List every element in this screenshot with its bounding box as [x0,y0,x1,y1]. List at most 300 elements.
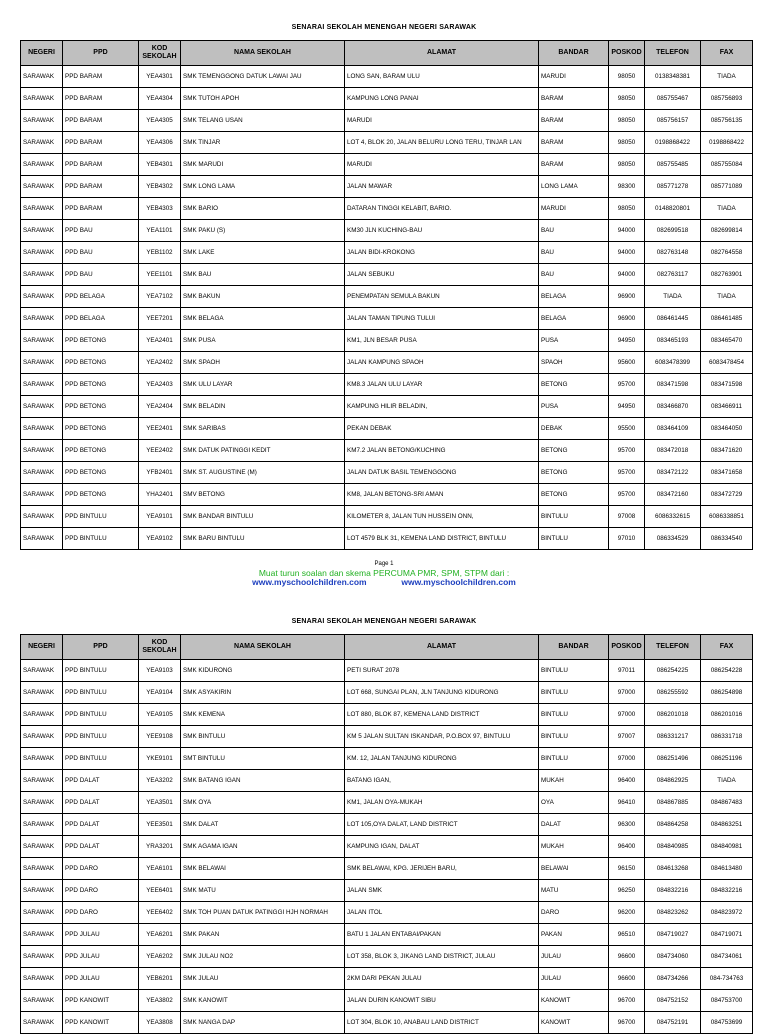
cell-poskod: 95600 [609,352,645,374]
table-row [21,110,753,132]
cell-nama-sekolah: SMK JULAU NO2 [181,946,345,968]
header-kod-sekolah: KOD SEKOLAH [139,41,181,66]
table-row [21,726,753,748]
cell-fax: 084863251 [701,814,753,836]
header-negeri: NEGERI [21,635,63,660]
cell-fax: TIADA [701,770,753,792]
cell-alamat: LOT 4, BLOK 20, JALAN BELURU LONG TERU, TINJAR LAN [345,132,539,154]
cell-negeri: SARAWAK [21,836,63,858]
cell-negeri: SARAWAK [21,110,63,132]
cell-kod-sekolah: YEA3808 [139,1012,181,1034]
cell-bandar: DARO [539,902,609,924]
cell-fax: 083471598 [701,374,753,396]
cell-nama-sekolah: SMK ASYAKIRIN [181,682,345,704]
cell-kod-sekolah: YEA3202 [139,770,181,792]
cell-nama-sekolah: SMK ST. AUGUSTINE (M) [181,462,345,484]
table-row [21,418,753,440]
cell-nama-sekolah: SMK LONG LAMA [181,176,345,198]
header-telefon: TELEFON [645,635,701,660]
cell-nama-sekolah: SMK TINJAR [181,132,345,154]
cell-alamat: KM7.2 JALAN BETONG/KUCHING [345,440,539,462]
cell-alamat: MARUDI [345,110,539,132]
cell-telefon: 085755467 [645,88,701,110]
cell-nama-sekolah: SMK BANDAR BINTULU [181,506,345,528]
cell-poskod: 96150 [609,858,645,880]
cell-fax: 084832216 [701,880,753,902]
cell-ppd: PPD BETONG [63,418,139,440]
cell-bandar: SPAOH [539,352,609,374]
table-row [21,308,753,330]
cell-alamat: JALAN BIDI-KROKONG [345,242,539,264]
header-poskod: POSKOD [609,41,645,66]
cell-alamat: KM8.3 JALAN ULU LAYAR [345,374,539,396]
table-row [21,264,753,286]
cell-poskod: 96700 [609,990,645,1012]
cell-nama-sekolah: SMK BELAGA [181,308,345,330]
cell-nama-sekolah: SMK DALAT [181,814,345,836]
cell-kod-sekolah: YEE9108 [139,726,181,748]
cell-poskod: 95500 [609,418,645,440]
cell-bandar: MUKAH [539,836,609,858]
cell-poskod: 96400 [609,770,645,792]
cell-fax: 084753700 [701,990,753,1012]
table-row [21,858,753,880]
cell-alamat: JALAN KAMPUNG SPAOH [345,352,539,374]
header-bandar: BANDAR [539,635,609,660]
cell-telefon: 083464109 [645,418,701,440]
cell-alamat: LOT 668, SUNGAI PLAN, JLN TANJUNG KIDURONG [345,682,539,704]
cell-telefon: 086251496 [645,748,701,770]
cell-bandar: BINTULU [539,748,609,770]
cell-fax: 6083478454 [701,352,753,374]
cell-kod-sekolah: YEE1101 [139,264,181,286]
header-fax: FAX [701,41,753,66]
promo-block [0,569,768,587]
cell-poskod: 95700 [609,374,645,396]
cell-alamat: JALAN DATUK BASIL TEMENGGONG [345,462,539,484]
cell-nama-sekolah: SMK TEMENGGONG DATUK LAWAI JAU [181,66,345,88]
table-row [21,748,753,770]
cell-negeri: SARAWAK [21,704,63,726]
cell-alamat: KM1, JLN BESAR PUSA [345,330,539,352]
cell-ppd: PPD BETONG [63,440,139,462]
cell-ppd: PPD KANOWIT [63,990,139,1012]
cell-ppd: PPD BINTULU [63,660,139,682]
cell-poskod: 96600 [609,946,645,968]
cell-alamat: JALAN ITOL [345,902,539,924]
cell-ppd: PPD BETONG [63,374,139,396]
cell-nama-sekolah: SMK BARU BINTULU [181,528,345,550]
cell-negeri: SARAWAK [21,198,63,220]
cell-nama-sekolah: SMK BATANG IGAN [181,770,345,792]
cell-negeri: SARAWAK [21,286,63,308]
cell-poskod: 97011 [609,660,645,682]
cell-nama-sekolah: SMK MARUDI [181,154,345,176]
cell-alamat: KAMPUNG LONG PANAI [345,88,539,110]
cell-kod-sekolah: YKE9101 [139,748,181,770]
cell-fax: 086334540 [701,528,753,550]
cell-kod-sekolah: YHA2401 [139,484,181,506]
header-nama-sekolah: NAMA SEKOLAH [181,635,345,660]
cell-bandar: MUKAH [539,770,609,792]
cell-kod-sekolah: YEB6201 [139,968,181,990]
cell-bandar: JULAU [539,946,609,968]
cell-kod-sekolah: YEE3501 [139,814,181,836]
cell-fax: 083464050 [701,418,753,440]
cell-negeri: SARAWAK [21,902,63,924]
cell-telefon: 083472018 [645,440,701,462]
cell-bandar: BARAM [539,154,609,176]
cell-nama-sekolah: SMK KEMENA [181,704,345,726]
cell-bandar: PUSA [539,396,609,418]
cell-nama-sekolah: SMK BELADIN [181,396,345,418]
cell-bandar: BARAM [539,110,609,132]
cell-ppd: PPD BINTULU [63,748,139,770]
cell-poskod: 97010 [609,528,645,550]
cell-alamat: JALAN SMK [345,880,539,902]
cell-alamat: KM30 JLN KUCHING-BAU [345,220,539,242]
cell-poskod: 94950 [609,396,645,418]
cell-nama-sekolah: SMT BINTULU [181,748,345,770]
table-row [21,990,753,1012]
cell-telefon: 084840985 [645,836,701,858]
cell-fax: 082764558 [701,242,753,264]
cell-poskod: 98050 [609,110,645,132]
cell-negeri: SARAWAK [21,682,63,704]
header-bandar: BANDAR [539,41,609,66]
cell-alamat: LOT 304, BLOK 10, ANABAU LAND DISTRICT [345,1012,539,1034]
cell-poskod: 96410 [609,792,645,814]
table-row [21,242,753,264]
cell-fax: 086254228 [701,660,753,682]
cell-telefon: 083465193 [645,330,701,352]
header-alamat: ALAMAT [345,41,539,66]
cell-nama-sekolah: SMK TELANG USAN [181,110,345,132]
cell-negeri: SARAWAK [21,374,63,396]
cell-negeri: SARAWAK [21,220,63,242]
cell-nama-sekolah: SMK MATU [181,880,345,902]
cell-telefon: 086254225 [645,660,701,682]
cell-ppd: PPD BETONG [63,330,139,352]
cell-fax: 084823972 [701,902,753,924]
cell-nama-sekolah: SMK BINTULU [181,726,345,748]
cell-alamat: SMK BELAWAI, KPG. JERIJEH BARU, [345,858,539,880]
cell-alamat: DATARAN TINGGI KELABIT, BARIO. [345,198,539,220]
table-row [21,484,753,506]
cell-telefon: 085771278 [645,176,701,198]
cell-alamat: LOT 105,OYA DALAT, LAND DISTRICT [345,814,539,836]
cell-fax: TIADA [701,286,753,308]
promo-text: Muat turun soalan dan skema PERCUMA PMR, SPM, STPM dari : [258,568,510,578]
cell-fax: 083466911 [701,396,753,418]
table-row [21,374,753,396]
header-nama-sekolah: NAMA SEKOLAH [181,41,345,66]
cell-alamat: JALAN SEBUKU [345,264,539,286]
cell-nama-sekolah: SMK BAKUN [181,286,345,308]
cell-telefon: 0148820801 [645,198,701,220]
cell-poskod: 98050 [609,198,645,220]
cell-ppd: PPD BARAM [63,110,139,132]
cell-telefon: 084752191 [645,1012,701,1034]
cell-nama-sekolah: SMK SPAOH [181,352,345,374]
promo-link-2[interactable]: www.myschoolchildren.com [401,577,516,587]
cell-telefon: 086331217 [645,726,701,748]
cell-fax: 085755084 [701,154,753,176]
cell-bandar: BETONG [539,374,609,396]
cell-ppd: PPD JULAU [63,946,139,968]
table-row [21,836,753,858]
cell-negeri: SARAWAK [21,440,63,462]
cell-telefon: 083472160 [645,484,701,506]
cell-poskod: 98050 [609,66,645,88]
cell-poskod: 96900 [609,286,645,308]
cell-poskod: 98050 [609,88,645,110]
cell-poskod: 96900 [609,308,645,330]
cell-poskod: 95700 [609,484,645,506]
table-row [21,66,753,88]
cell-nama-sekolah: SMK PAKAN [181,924,345,946]
cell-alamat: BATU 1 JALAN ENTABAI/PAKAN [345,924,539,946]
cell-poskod: 94000 [609,264,645,286]
cell-kod-sekolah: YEA9104 [139,682,181,704]
cell-ppd: PPD BARAM [63,88,139,110]
header-telefon: TELEFON [645,41,701,66]
cell-kod-sekolah: YEA4305 [139,110,181,132]
header-alamat: ALAMAT [345,635,539,660]
cell-alamat: PETI SURAT 2078 [345,660,539,682]
table-row [21,528,753,550]
cell-bandar: BINTULU [539,506,609,528]
table-row [21,880,753,902]
table-row [21,396,753,418]
cell-negeri: SARAWAK [21,132,63,154]
cell-kod-sekolah: YRA3201 [139,836,181,858]
cell-telefon: 086334529 [645,528,701,550]
cell-alamat: LOT 4579 BLK 31, KEMENA LAND DISTRICT, BINTULU [345,528,539,550]
cell-poskod: 95700 [609,440,645,462]
cell-nama-sekolah: SMK OYA [181,792,345,814]
cell-nama-sekolah: SMK TUTOH APOH [181,88,345,110]
table-row [21,770,753,792]
table-row [21,924,753,946]
cell-negeri: SARAWAK [21,462,63,484]
cell-fax: 084719071 [701,924,753,946]
header-ppd: PPD [63,635,139,660]
cell-bandar: PAKAN [539,924,609,946]
cell-nama-sekolah: SMK LAKE [181,242,345,264]
cell-negeri: SARAWAK [21,968,63,990]
cell-kod-sekolah: YEA9101 [139,506,181,528]
table-row [21,902,753,924]
cell-alamat: KM 5 JALAN SULTAN ISKANDAR, P.O.BOX 97, BINTULU [345,726,539,748]
cell-kod-sekolah: YEB1102 [139,242,181,264]
cell-telefon: 086201018 [645,704,701,726]
table-row [21,660,753,682]
cell-negeri: SARAWAK [21,946,63,968]
cell-alamat: BATANG IGAN, [345,770,539,792]
cell-nama-sekolah: SMK BELAWAI [181,858,345,880]
cell-poskod: 96700 [609,1012,645,1034]
table-row [21,704,753,726]
cell-bandar: JULAU [539,968,609,990]
cell-fax: 086201016 [701,704,753,726]
cell-fax: TIADA [701,66,753,88]
cell-kod-sekolah: YEE2401 [139,418,181,440]
cell-nama-sekolah: SMK KIDURONG [181,660,345,682]
cell-telefon: 084823262 [645,902,701,924]
cell-alamat: KM1, JALAN OYA-MUKAH [345,792,539,814]
cell-poskod: 97000 [609,748,645,770]
cell-negeri: SARAWAK [21,814,63,836]
cell-alamat: JALAN TAMAN TIPUNG TULUI [345,308,539,330]
cell-bandar: BELAGA [539,308,609,330]
header-fax: FAX [701,635,753,660]
cell-ppd: PPD BARAM [63,176,139,198]
cell-kod-sekolah: YFB2401 [139,462,181,484]
cell-ppd: PPD BARAM [63,132,139,154]
cell-fax: 083472729 [701,484,753,506]
cell-fax: 085756135 [701,110,753,132]
cell-ppd: PPD BETONG [63,484,139,506]
cell-bandar: BINTULU [539,726,609,748]
cell-kod-sekolah: YEA2403 [139,374,181,396]
cell-kod-sekolah: YEA6101 [139,858,181,880]
cell-nama-sekolah: SMK PUSA [181,330,345,352]
cell-fax: 084753699 [701,1012,753,1034]
cell-negeri: SARAWAK [21,792,63,814]
cell-negeri: SARAWAK [21,484,63,506]
table-row [21,286,753,308]
table-row [21,352,753,374]
table-row [21,946,753,968]
cell-ppd: PPD BETONG [63,462,139,484]
table-row [21,506,753,528]
cell-poskod: 96300 [609,814,645,836]
cell-telefon: 084613268 [645,858,701,880]
cell-fax: 084-734763 [701,968,753,990]
cell-alamat: PENEMPATAN SEMULA BAKUN [345,286,539,308]
cell-alamat: 2KM DARI PEKAN JULAU [345,968,539,990]
cell-kod-sekolah: YEA4301 [139,66,181,88]
cell-telefon: 0138348381 [645,66,701,88]
table-row [21,462,753,484]
cell-poskod: 97000 [609,704,645,726]
cell-nama-sekolah: SMK ULU LAYAR [181,374,345,396]
table-row [21,220,753,242]
promo-link-1[interactable]: www.myschoolchildren.com [252,577,367,587]
cell-fax: 083471620 [701,440,753,462]
cell-nama-sekolah: SMK JULAU [181,968,345,990]
cell-kod-sekolah: YEB4302 [139,176,181,198]
cell-telefon: 085756157 [645,110,701,132]
cell-alamat: KM8, JALAN BETONG-SRI AMAN [345,484,539,506]
cell-nama-sekolah: SMK TOH PUAN DATUK PATINGGI HJH NORMAH [181,902,345,924]
table-row [21,176,753,198]
table-row [21,198,753,220]
cell-telefon: 084719027 [645,924,701,946]
cell-bandar: BETONG [539,440,609,462]
cell-fax: 085771089 [701,176,753,198]
cell-kod-sekolah: YEA2402 [139,352,181,374]
cell-telefon: 083472122 [645,462,701,484]
cell-ppd: PPD DALAT [63,836,139,858]
cell-telefon: 6083478399 [645,352,701,374]
cell-negeri: SARAWAK [21,528,63,550]
cell-poskod: 97007 [609,726,645,748]
cell-ppd: PPD BINTULU [63,704,139,726]
cell-ppd: PPD BELAGA [63,308,139,330]
cell-ppd: PPD BINTULU [63,528,139,550]
cell-telefon: 084752152 [645,990,701,1012]
cell-negeri: SARAWAK [21,396,63,418]
cell-bandar: BINTULU [539,704,609,726]
cell-ppd: PPD DALAT [63,770,139,792]
cell-ppd: PPD JULAU [63,968,139,990]
cell-alamat: KAMPUNG HILIR BELADIN, [345,396,539,418]
cell-telefon: 083466870 [645,396,701,418]
cell-alamat: JALAN MAWAR [345,176,539,198]
cell-negeri: SARAWAK [21,242,63,264]
cell-poskod: 97008 [609,506,645,528]
cell-negeri: SARAWAK [21,330,63,352]
cell-telefon: 084864258 [645,814,701,836]
cell-bandar: BETONG [539,462,609,484]
cell-poskod: 96510 [609,924,645,946]
cell-bandar: BINTULU [539,660,609,682]
table-row [21,440,753,462]
cell-alamat: KAMPUNG IGAN, DALAT [345,836,539,858]
cell-negeri: SARAWAK [21,924,63,946]
cell-ppd: PPD KANOWIT [63,1012,139,1034]
cell-negeri: SARAWAK [21,880,63,902]
cell-telefon: 084734266 [645,968,701,990]
cell-fax: TIADA [701,198,753,220]
cell-telefon: 084867885 [645,792,701,814]
cell-ppd: PPD DARO [63,858,139,880]
cell-fax: 6086338851 [701,506,753,528]
cell-ppd: PPD DALAT [63,792,139,814]
cell-fax: 084867483 [701,792,753,814]
cell-kod-sekolah: YEE6402 [139,902,181,924]
cell-telefon: 083471598 [645,374,701,396]
cell-alamat: JALAN DURIN KANOWIT SIBU [345,990,539,1012]
cell-poskod: 94950 [609,330,645,352]
cell-bandar: BETONG [539,484,609,506]
cell-telefon: 086461445 [645,308,701,330]
cell-bandar: BARAM [539,88,609,110]
cell-poskod: 95700 [609,462,645,484]
cell-ppd: PPD BINTULU [63,506,139,528]
cell-nama-sekolah: SMK BARIO [181,198,345,220]
cell-kod-sekolah: YEA3501 [139,792,181,814]
cell-negeri: SARAWAK [21,990,63,1012]
cell-ppd: PPD BAU [63,264,139,286]
cell-negeri: SARAWAK [21,88,63,110]
cell-alamat: KM. 12, JALAN TANJUNG KIDURONG [345,748,539,770]
cell-poskod: 96400 [609,836,645,858]
cell-ppd: PPD JULAU [63,924,139,946]
page1-title: SENARAI SEKOLAH MENENGAH NEGERI SARAWAK [291,24,477,31]
table-row [21,968,753,990]
cell-poskod: 96200 [609,902,645,924]
table-row [21,132,753,154]
cell-fax: 086461485 [701,308,753,330]
header-kod-sekolah: KOD SEKOLAH [139,635,181,660]
cell-kod-sekolah: YEE2402 [139,440,181,462]
cell-ppd: PPD DARO [63,902,139,924]
cell-ppd: PPD BARAM [63,198,139,220]
cell-bandar: BAU [539,242,609,264]
